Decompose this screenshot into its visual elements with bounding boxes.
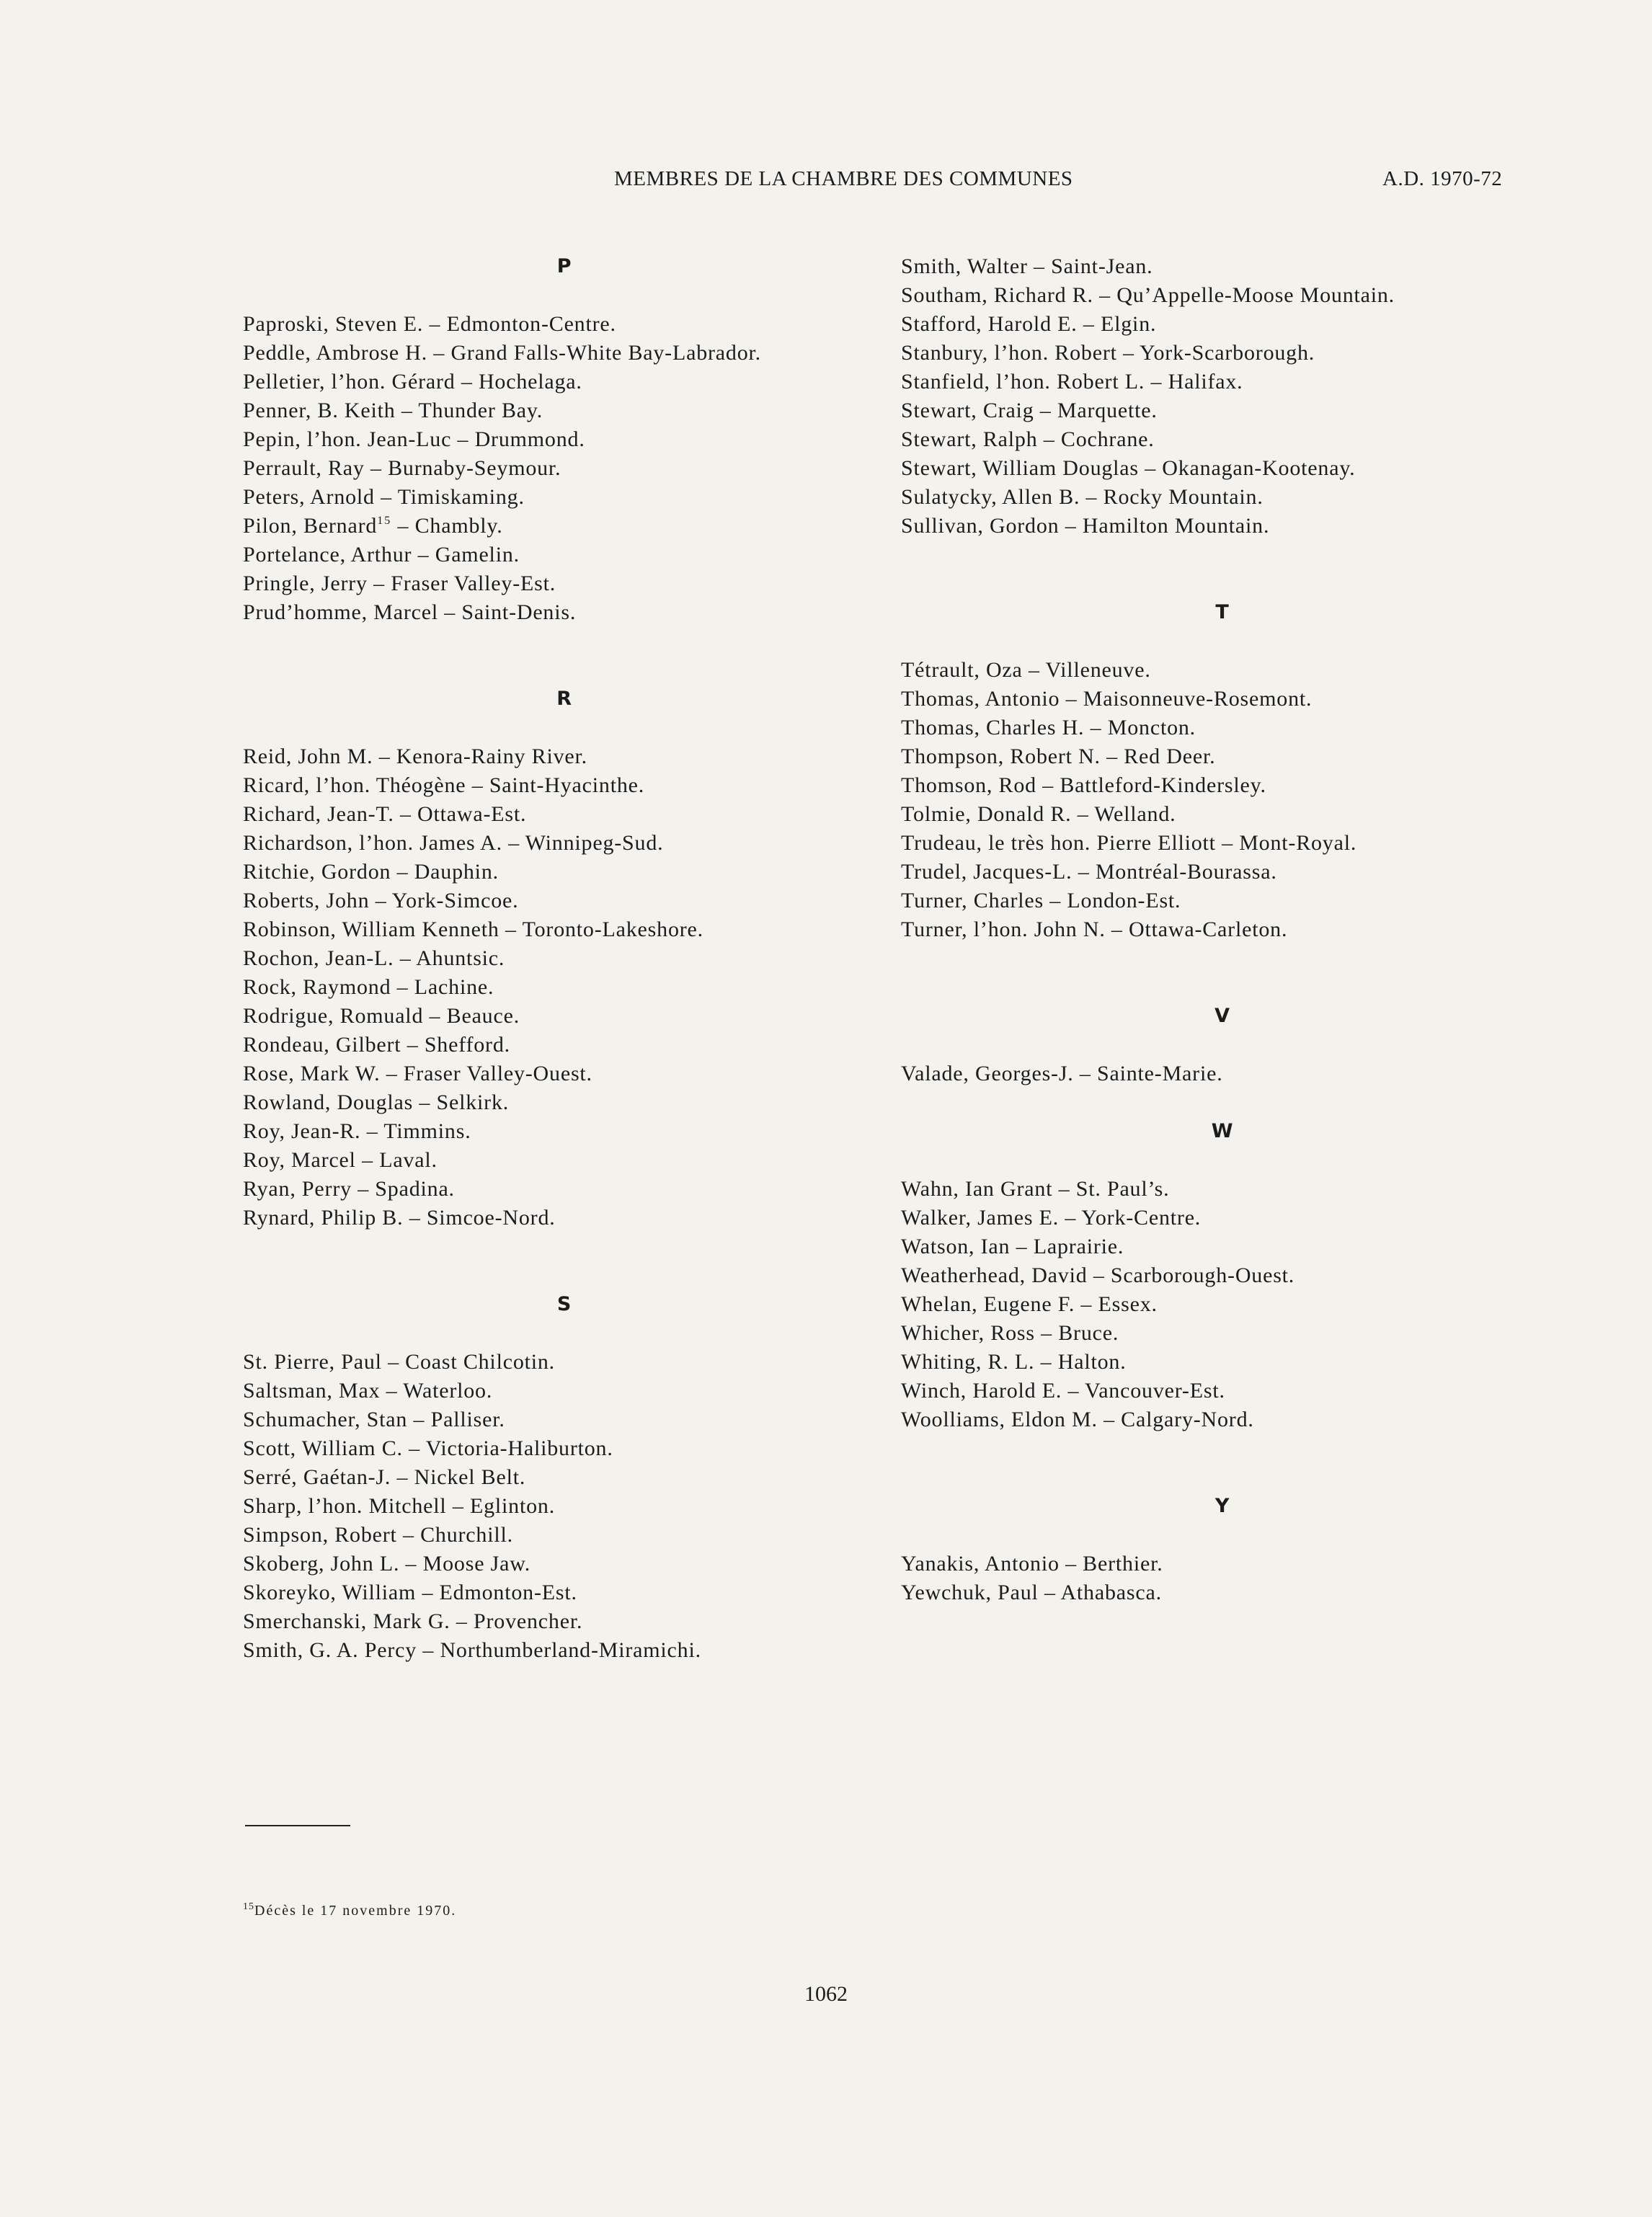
list-item: Thompson, Robert N. – Red Deer. <box>901 745 1216 768</box>
list-item: Weatherhead, David – Scarborough-Ouest. <box>901 1263 1295 1287</box>
member-name: Pilon, Bernard <box>243 514 378 538</box>
list-item: Tolmie, Donald R. – Welland. <box>901 802 1176 826</box>
list-item: Sharp, l’hon. Mitchell – Eglinton. <box>243 1494 555 1518</box>
list-item: Rodrigue, Romuald – Beauce. <box>243 1004 520 1028</box>
list-item: Paproski, Steven E. – Edmonton-Centre. <box>243 312 616 336</box>
list-item: Reid, John M. – Kenora-Rainy River. <box>243 745 587 768</box>
list-item: Pringle, Jerry – Fraser Valley-Est. <box>243 572 556 595</box>
footnote-divider <box>245 1825 350 1826</box>
section-letter-v: V <box>1214 1005 1230 1027</box>
section-v-list <box>901 1059 1550 1088</box>
list-item: Richardson, l’hon. James A. – Winnipeg-Sud. <box>243 831 664 855</box>
list-item: Scott, William C. – Victoria-Haliburton. <box>243 1436 613 1460</box>
section-r-list <box>243 742 892 1232</box>
list-item: Simpson, Robert – Churchill. <box>243 1523 513 1547</box>
footnote <box>243 1903 456 1919</box>
list-item: Ryan, Perry – Spadina. <box>243 1177 455 1201</box>
list-item: Schumacher, Stan – Palliser. <box>243 1408 505 1431</box>
list-item: Valade, Georges-J. – Sainte-Marie. <box>901 1062 1223 1085</box>
list-item-pilon <box>243 512 892 541</box>
section-t-list <box>901 656 1550 944</box>
list-item: Turner, Charles – London-Est. <box>901 889 1181 912</box>
list-item: Peddle, Ambrose H. – Grand Falls-White Bay-Labrador. <box>243 341 761 365</box>
section-letter-y: Y <box>1214 1495 1230 1517</box>
list-item: Whiting, R. L. – Halton. <box>901 1350 1127 1374</box>
list-item: Peters, Arnold – Timiskaming. <box>243 485 525 509</box>
list-item: Portelance, Arthur – Gamelin. <box>243 543 520 567</box>
list-item: Pelletier, l’hon. Gérard – Hochelaga. <box>243 370 582 394</box>
list-item: Watson, Ian – Laprairie. <box>901 1235 1124 1258</box>
footnote-number: 15 <box>243 1901 254 1912</box>
list-item: Stanbury, l’hon. Robert – York-Scarborough. <box>901 341 1315 365</box>
list-item: Southam, Richard R. – Qu’Appelle-Moose Mountain. <box>901 283 1395 307</box>
list-item: Thomas, Charles H. – Moncton. <box>901 716 1196 739</box>
list-item: Trudeau, le très hon. Pierre Elliott – Mont-Royal. <box>901 831 1357 855</box>
list-item: Penner, B. Keith – Thunder Bay. <box>243 399 543 422</box>
list-item: Turner, l’hon. John N. – Ottawa-Carleton. <box>901 918 1288 941</box>
list-item: Saltsman, Max – Waterloo. <box>243 1379 493 1403</box>
list-item: Thomas, Antonio – Maisonneuve-Rosemont. <box>901 687 1313 711</box>
section-w-list <box>901 1175 1550 1434</box>
section-letter-t: T <box>1215 601 1230 623</box>
list-item: Perrault, Ray – Burnaby-Seymour. <box>243 456 561 480</box>
list-item: Ricard, l’hon. Théogène – Saint-Hyacinthe. <box>243 773 645 797</box>
list-item: Rose, Mark W. – Fraser Valley-Ouest. <box>243 1062 592 1085</box>
list-item: Rondeau, Gilbert – Shefford. <box>243 1033 510 1057</box>
page-number: 1062 <box>804 1982 848 2006</box>
list-item: Stewart, Ralph – Cochrane. <box>901 427 1155 451</box>
footnote-text: Décès le 17 novembre 1970. <box>254 1903 457 1919</box>
list-item: Yewchuk, Paul – Athabasca. <box>901 1581 1162 1604</box>
list-item: Thomson, Rod – Battleford-Kindersley. <box>901 773 1266 797</box>
list-item: Smerchanski, Mark G. – Provencher. <box>243 1609 583 1633</box>
section-s-list <box>243 1348 892 1665</box>
list-item: Ritchie, Gordon – Dauphin. <box>243 860 499 884</box>
page-title: MEMBRES DE LA CHAMBRE DES COMMUNES <box>614 167 1073 190</box>
running-head <box>0 167 1652 196</box>
list-item: Wahn, Ian Grant – St. Paul’s. <box>901 1177 1170 1201</box>
member-riding: – Chambly. <box>391 514 503 538</box>
section-letter-s: S <box>556 1293 572 1315</box>
list-item: Smith, Walter – Saint-Jean. <box>901 254 1153 278</box>
section-s-continued-list <box>901 252 1550 541</box>
list-item: Rynard, Philip B. – Simcoe-Nord. <box>243 1206 556 1230</box>
section-y-list <box>901 1550 1550 1607</box>
section-p-list <box>243 310 892 627</box>
list-item: St. Pierre, Paul – Coast Chilcotin. <box>243 1350 555 1374</box>
list-item: Stafford, Harold E. – Elgin. <box>901 312 1157 336</box>
list-item: Roy, Marcel – Laval. <box>243 1148 438 1172</box>
list-item: Robinson, William Kenneth – Toronto-Lakeshore. <box>243 918 703 941</box>
list-item: Stanfield, l’hon. Robert L. – Halifax. <box>901 370 1243 394</box>
list-item: Whicher, Ross – Bruce. <box>901 1321 1119 1345</box>
list-item: Roberts, John – York-Simcoe. <box>243 889 519 912</box>
section-letter-p: P <box>556 255 572 277</box>
list-item: Sullivan, Gordon – Hamilton Mountain. <box>901 514 1270 538</box>
list-item: Skoreyko, William – Edmonton-Est. <box>243 1581 577 1604</box>
list-item: Sulatycky, Allen B. – Rocky Mountain. <box>901 485 1264 509</box>
list-item: Whelan, Eugene F. – Essex. <box>901 1292 1158 1316</box>
list-item: Trudel, Jacques-L. – Montréal-Bourassa. <box>901 860 1277 884</box>
footnote-ref: 15 <box>377 515 392 527</box>
list-item: Smith, G. A. Percy – Northumberland-Miramichi. <box>243 1638 701 1662</box>
list-item: Tétrault, Oza – Villeneuve. <box>901 658 1151 682</box>
section-letter-r: R <box>556 688 572 710</box>
right-column <box>901 252 1550 1607</box>
left-column <box>243 252 892 1665</box>
list-item: Winch, Harold E. – Vancouver-Est. <box>901 1379 1225 1403</box>
list-item: Skoberg, John L. – Moose Jaw. <box>243 1552 531 1576</box>
list-item: Serré, Gaétan-J. – Nickel Belt. <box>243 1465 526 1489</box>
list-item: Rock, Raymond – Lachine. <box>243 975 494 999</box>
list-item: Rowland, Douglas – Selkirk. <box>243 1090 510 1114</box>
list-item: Woolliams, Eldon M. – Calgary-Nord. <box>901 1408 1254 1431</box>
list-item: Pepin, l’hon. Jean-Luc – Drummond. <box>243 427 585 451</box>
section-letter-w: W <box>1211 1120 1234 1142</box>
list-item: Richard, Jean-T. – Ottawa-Est. <box>243 802 527 826</box>
list-item: Stewart, Craig – Marquette. <box>901 399 1158 422</box>
list-item: Prud’homme, Marcel – Saint-Denis. <box>243 600 577 624</box>
page-year: A.D. 1970-72 <box>1382 167 1503 190</box>
list-item: Stewart, William Douglas – Okanagan-Kootenay. <box>901 456 1356 480</box>
list-item: Roy, Jean-R. – Timmins. <box>243 1119 471 1143</box>
list-item: Walker, James E. – York-Centre. <box>901 1206 1202 1230</box>
list-item: Yanakis, Antonio – Berthier. <box>901 1552 1163 1576</box>
list-item: Rochon, Jean-L. – Ahuntsic. <box>243 946 505 970</box>
